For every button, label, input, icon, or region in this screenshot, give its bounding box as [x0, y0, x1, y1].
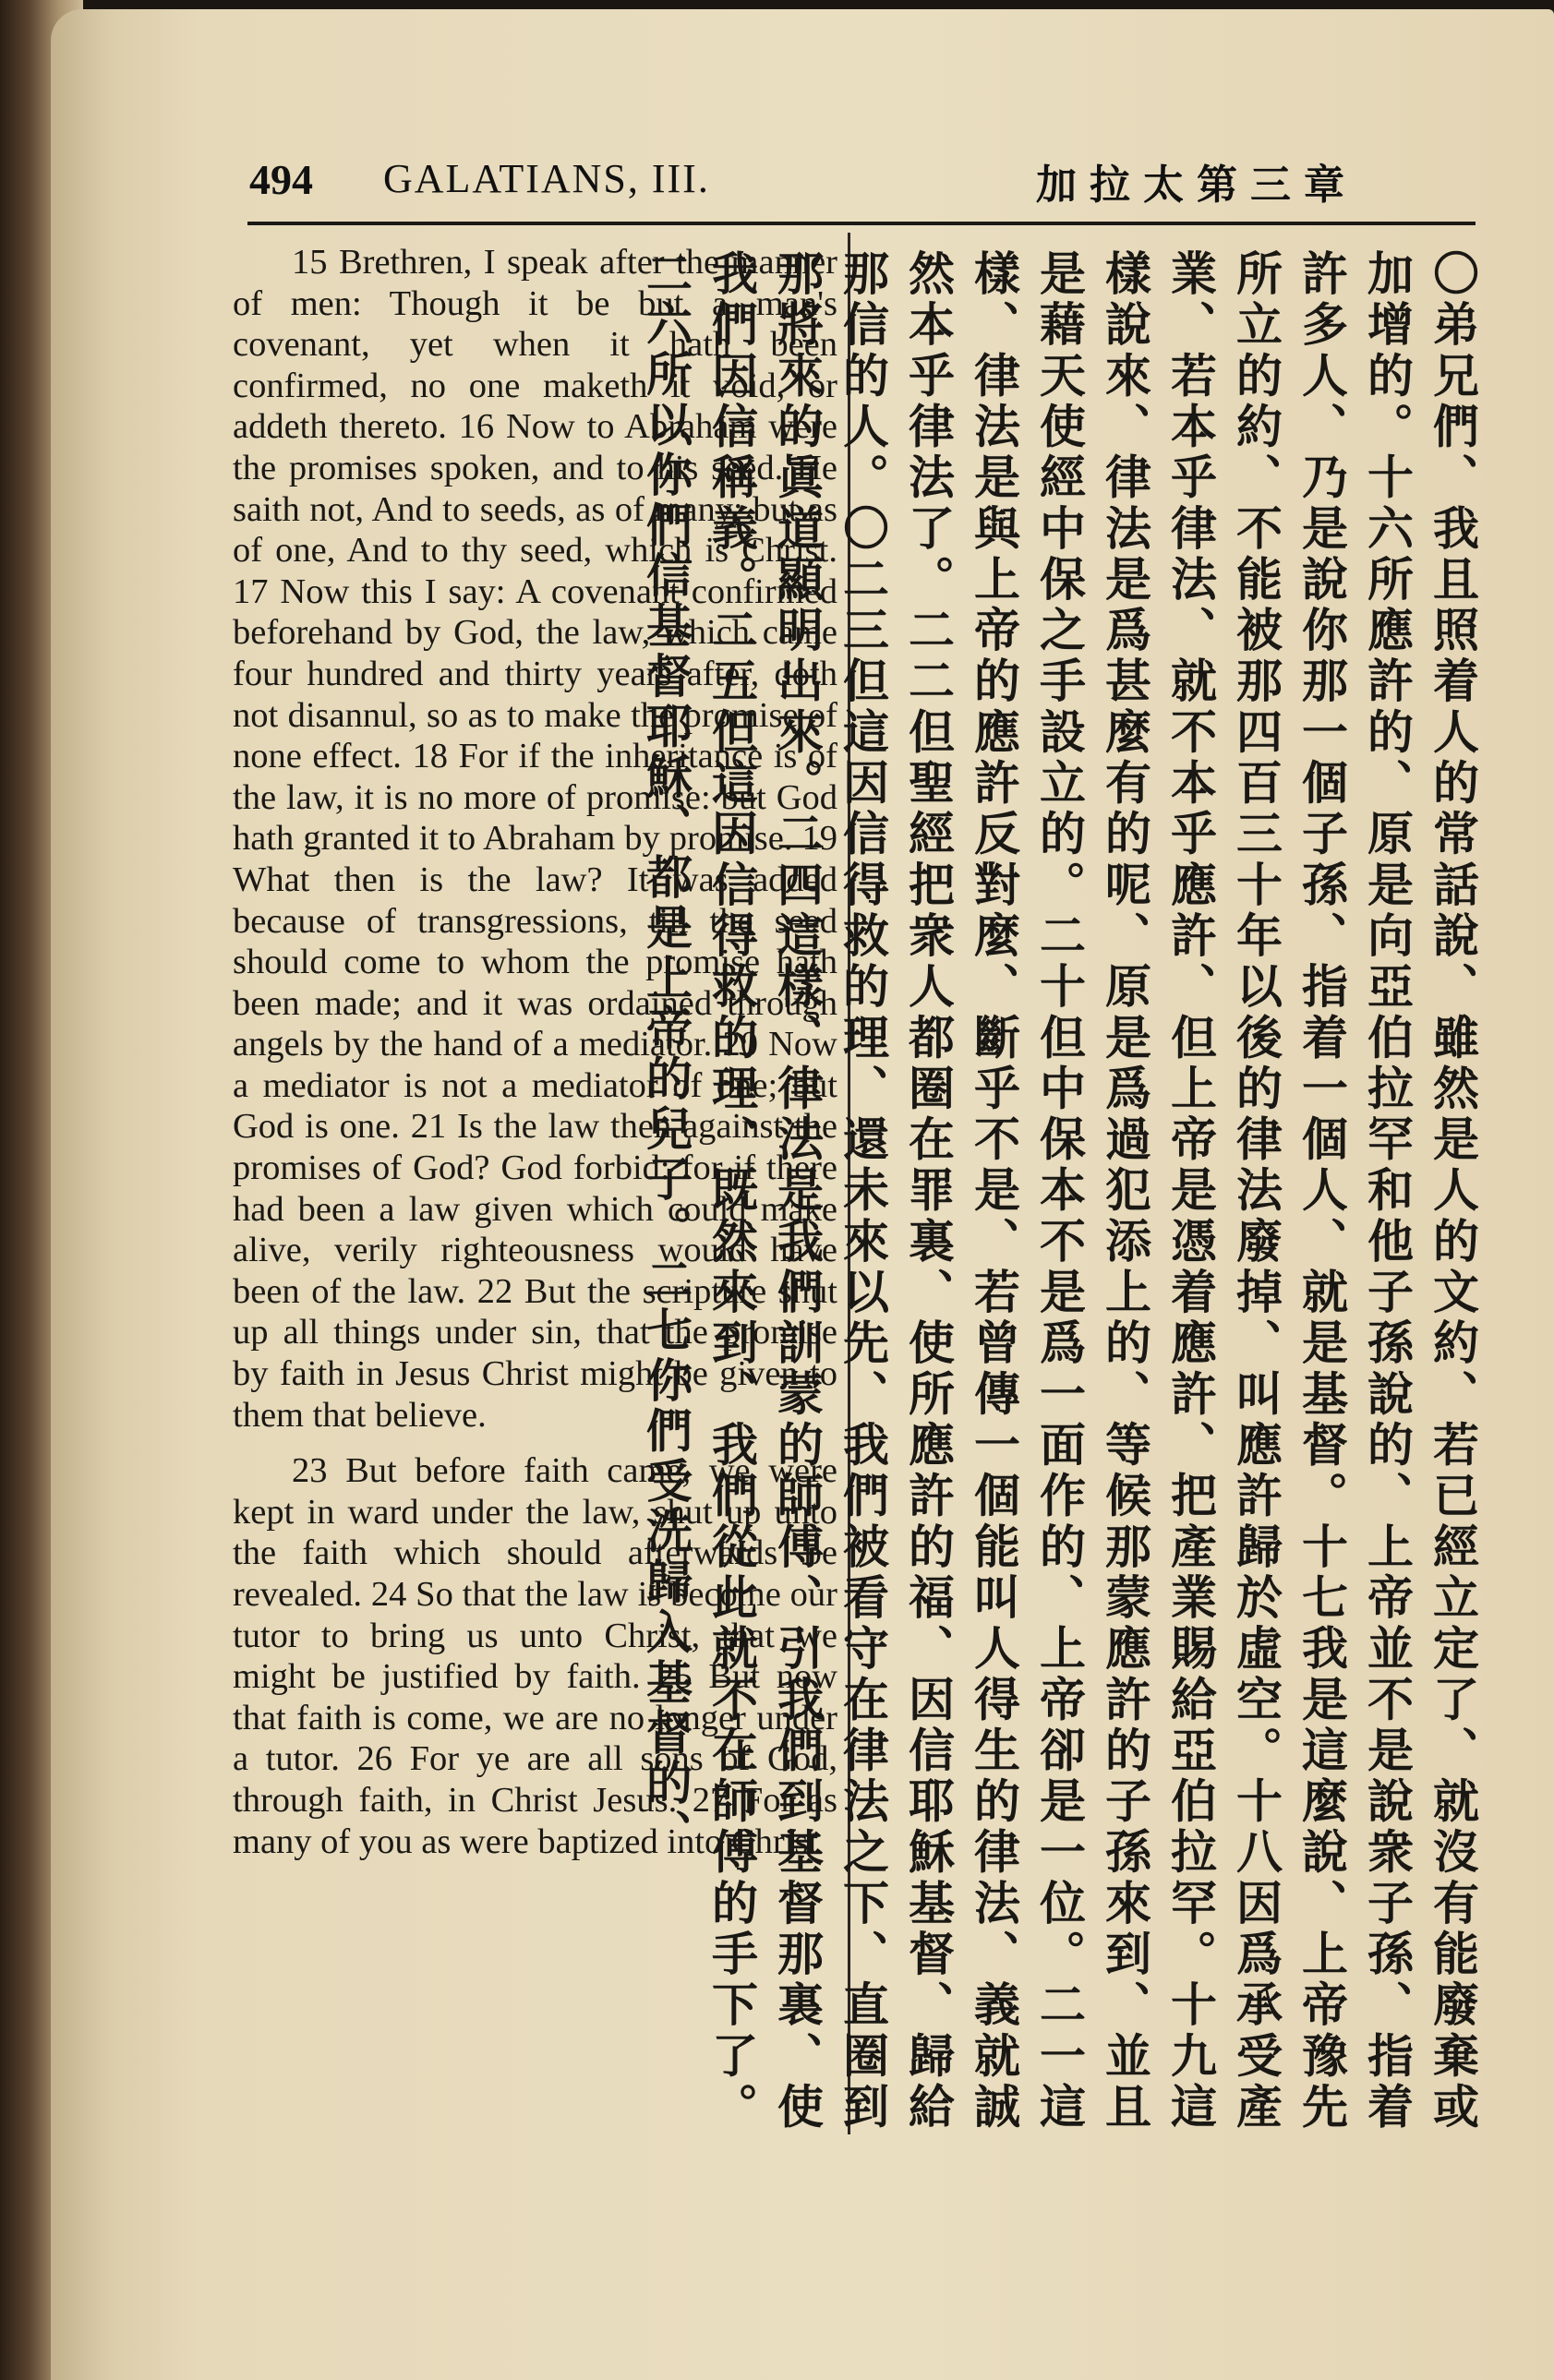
chapter-title-chinese: 加拉太第三章 [1036, 162, 1357, 209]
page-header [249, 148, 1357, 212]
chinese-column [639, 249, 1485, 2142]
english-paragraph-2: 23 But before faith came, we were kept in ward under the law, shut up unto the faith which should afterwards be revealed. 24 So that the law is become our tutor to bring us unto Christ, that we might be justified by faith. 25 But now that faith is come, we are no longer under a tutor. 26 For ye are all sons of God, through faith, in Christ Jesus. 27 For as many of you as were baptized into Christ [233, 1451, 837, 1861]
running-head: GALATIANS, III. [383, 156, 710, 201]
english-paragraph-1: 15 Brethren, I speak after the manner of men: Though it be but a man's covenant, yet when it hath been confirmed, no one maketh it void, or addeth thereto. 16 Now to Abraham were the promises spoken, and to his seed. He saith not, And to seeds, as of many; but as of one, And to thy seed, which is Christ. 17 Now this I say: A covenant confirmed beforehand by God, the law, which came four hundred and thirty years after, doth not disannul, so as to make the promise of none effect. 18 For if the inheritance is of the law, it is no more of promise: but God hath granted it to Abraham by promise. 19 What then is the law? It was added because of transgressions, till the seed should come to whom the promise hath been made; and it was ordained through angels by the hand of a mediator. 20 Now a mediator is not a mediator of one; but God is one. 21 Is the law then against the promises of God? God forbid: for if there had been a law given which could make alive, verily righteousness would have been of the law. 22 But the scripture shut up all things under sin, that the promise by faith in Jesus Christ might be given to them that believe. [233, 243, 837, 1435]
header-rule [247, 222, 1476, 225]
chinese-vertical-text: 〇弟兄們、我且照着人的常話說、雖然是人的文約、若已經立定了、就沒有能廢棄或加增的。十六所應許的、原是向亞伯拉罕和他子孫說的、上帝並不是說衆子孫、指着許多人、乃是說你那一個子孫、指着一個人、就是基督。十七我是這麼說、上帝豫先所立的約、不能被那四百三十年以後的律法廢掉、叫應許歸於虛空。十八因爲承受產業、若本乎律法、就不本乎應許、但上帝是憑着應許、把產業賜給亞伯拉罕。十九這樣說來、律法是爲甚麼有的呢、原是爲過犯添上的、等候那蒙應許的子孫來到、並且是藉天使經中保之手設立的。二十但中保本不是爲一面作的、上帝卻是一位。二一這樣、律法是與上帝的應許反對麼、斷乎不是、若曾傳一個能叫人得生的律法、義就誠然本乎律法了。二二但聖經把衆人都圈在罪裏、使所應許的福、因信耶穌基督、歸給那信的人。〇二三但這因信得救的理、還未來以先、我們被看守在律法之下、直圈到那將來的眞道顯明出來。二四這樣、律法是我們訓蒙的師傅、引我們到基督那裏、使我們因信稱義。二五但這因信得救的理、既然來到、我們從此就不在師傅的手下了。二六所以你們信基督耶穌、都是上帝的兒子。二七你們受洗歸入基督的、 [639, 249, 1479, 2133]
page-number: 494 [249, 156, 313, 203]
